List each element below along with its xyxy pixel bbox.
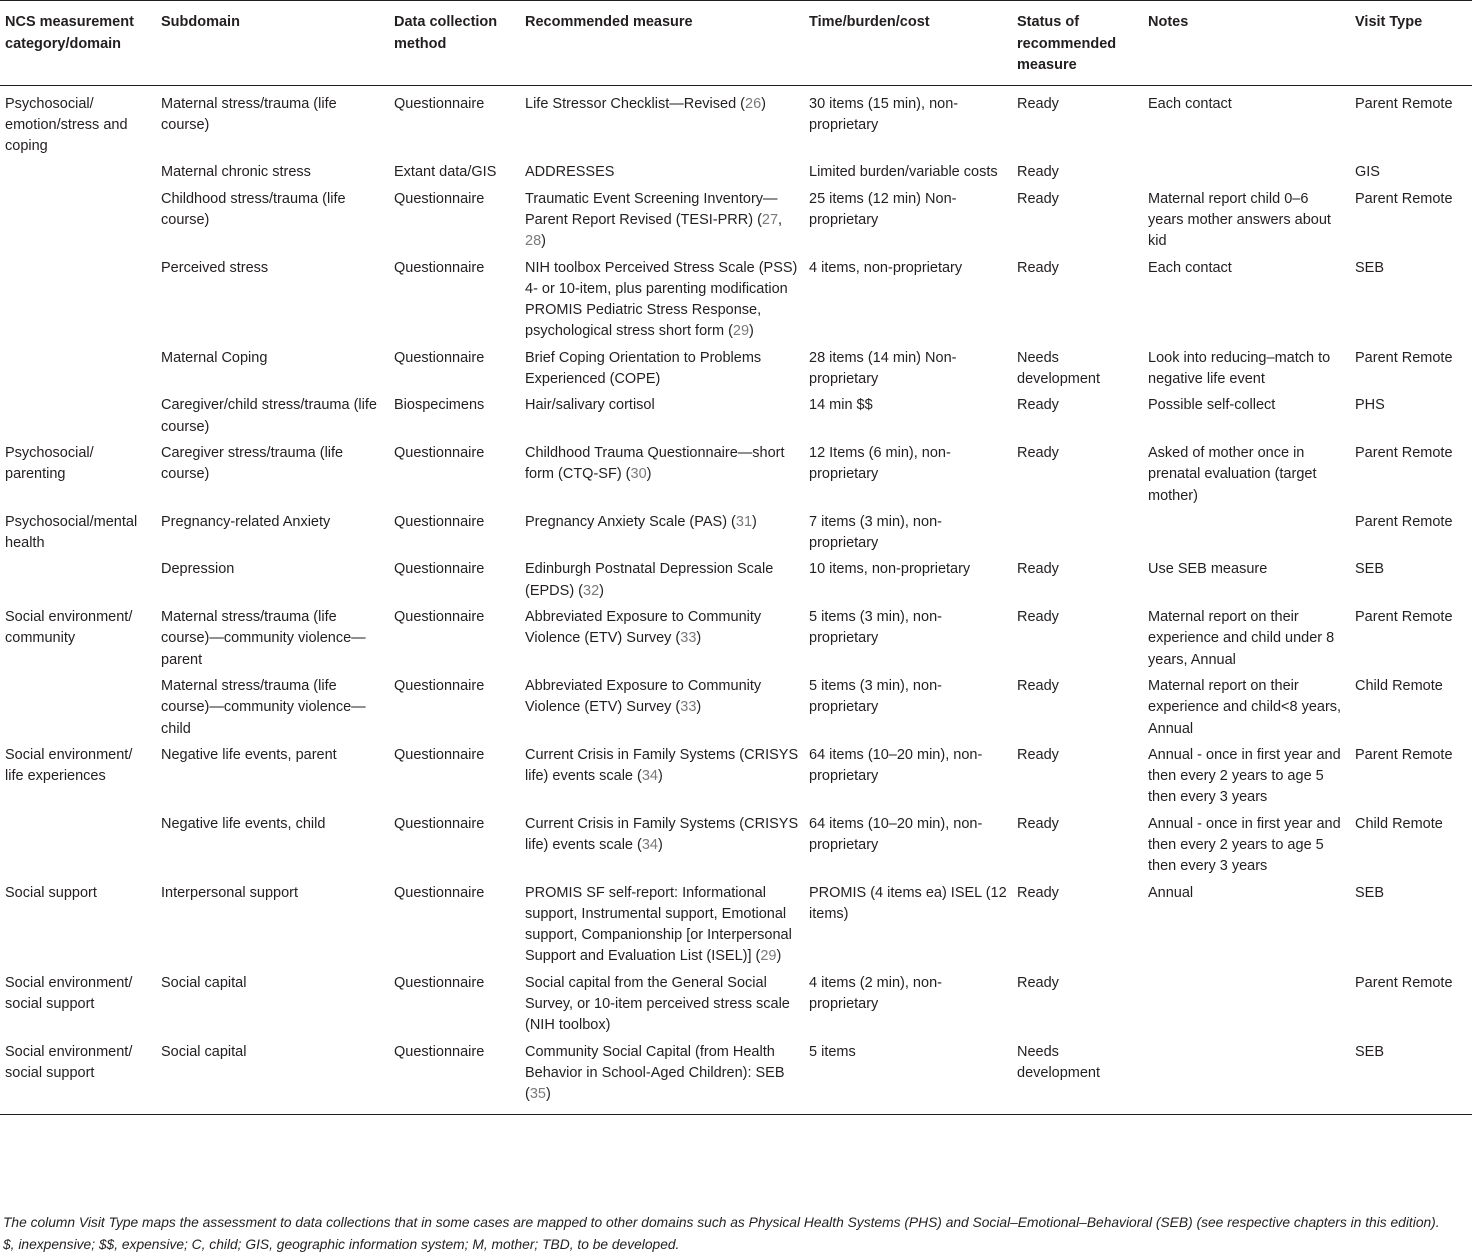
cell-method: Questionnaire: [389, 1039, 520, 1114]
cell-visit-type: Parent Remote: [1355, 609, 1453, 626]
cell-status: Ready: [1017, 746, 1059, 763]
cell-visit-type: Child Remote: [1355, 677, 1443, 694]
table-row: [0, 673, 1472, 742]
cell-measure: [520, 392, 804, 440]
reference-number: 33: [680, 630, 697, 647]
cell-time: 4 items, non-proprietary: [809, 259, 963, 276]
cell-measure: [520, 811, 804, 880]
cell-time: PROMIS (4 items ea) ISEL (12 items): [809, 884, 1007, 922]
table-row: [0, 1039, 1472, 1114]
cell-notes: [1143, 159, 1350, 185]
cell-status: Ready: [1017, 190, 1059, 207]
cell-subdomain: Social capital: [161, 974, 247, 991]
header-notes: Notes: [1143, 1, 1350, 86]
reference-number: 34: [641, 837, 658, 853]
cell-time: 14 min $$: [809, 397, 873, 414]
measure-text: Current Crisis in Family Systems (CRISYS life) events scale (: [525, 815, 799, 853]
cell-status: Ready: [1017, 815, 1059, 832]
cell-status: Ready: [1017, 677, 1059, 694]
cell-method: Questionnaire: [394, 259, 485, 276]
cell-method: Biospecimens: [394, 397, 485, 414]
cell-subdomain: Maternal chronic stress: [161, 164, 311, 181]
table-header: [0, 1, 1472, 86]
measure-text: Abbreviated Exposure to Community Violence (ETV) Survey (: [525, 677, 762, 716]
cell-visit-type: Parent Remote: [1355, 190, 1453, 207]
cell-domain: Social environment/ life experiences: [5, 746, 133, 785]
cell-method: Questionnaire: [394, 444, 485, 461]
measure-text: PROMIS SF self-report: Informational support, Instrumental support, Emotional support, Companionship [or Interpersonal Support and Evaluation List (ISEL)] (: [525, 884, 792, 965]
header-visit-type: Visit Type: [1350, 1, 1472, 86]
measure-text: ): [646, 466, 652, 483]
footnote-line-2: $, inexpensive; $$, expensive; C, child; GIS, geographic information system; M, mother; TBD, to be developed.: [3, 1236, 680, 1252]
cell-time: 5 items: [804, 1039, 1012, 1114]
table-row: [0, 811, 1472, 880]
cell-method: Questionnaire: [394, 190, 485, 207]
measure-text: Brief Coping Orientation to Problems Experienced (COPE): [525, 349, 762, 388]
measure-text: Life Stressor Checklist—Revised (: [525, 95, 745, 112]
measure-text: Hair/salivary cortisol: [525, 397, 655, 414]
measure-text: ): [658, 837, 663, 853]
cell-measure: [520, 1039, 804, 1114]
measure-text: Traumatic Event Screening Inventory—Parent Report Revised (TESI-PRR) (: [525, 190, 778, 228]
table-body: [0, 85, 1472, 1114]
cell-notes: Maternal report on their experience and child under 8 years, Annual: [1148, 609, 1335, 668]
cell-subdomain: Social capital: [156, 1039, 389, 1114]
cell-subdomain: Perceived stress: [161, 259, 269, 276]
cell-time: 12 Items (6 min), non-proprietary: [809, 444, 951, 483]
cell-notes: Each contact: [1148, 95, 1232, 112]
cell-method: Questionnaire: [394, 884, 485, 901]
cell-method: Questionnaire: [394, 561, 485, 578]
cell-time: 5 items (3 min), non-proprietary: [809, 677, 942, 716]
measure-text: ): [761, 95, 766, 112]
measure-text: ): [541, 233, 546, 250]
cell-status: Ready: [1017, 164, 1059, 181]
cell-notes: [1143, 1039, 1350, 1114]
cell-subdomain: Interpersonal support: [161, 884, 299, 901]
table-row: [0, 509, 1472, 557]
table-row: [0, 440, 1472, 509]
cell-status: Ready: [1017, 609, 1059, 626]
cell-status: Ready: [1017, 561, 1059, 578]
cell-visit-type: SEB: [1350, 1039, 1472, 1114]
cell-status: Needs development: [1012, 1039, 1143, 1114]
cell-notes: Annual - once in first year and then every 2 years to age 5 then every 3 years: [1148, 746, 1341, 806]
reference-number: 26: [745, 95, 762, 112]
cell-subdomain: Caregiver stress/trauma (life course): [161, 444, 344, 483]
cell-method: Questionnaire: [394, 609, 485, 626]
cell-domain: [0, 673, 156, 742]
measure-text: ADDRESSES: [525, 164, 615, 181]
table-row: [0, 742, 1472, 811]
reference-number: 35: [529, 1086, 546, 1103]
reference-number: 33: [680, 699, 697, 716]
cell-time: 7 items (3 min), non-proprietary: [809, 513, 942, 552]
cell-visit-type: PHS: [1355, 397, 1385, 414]
cell-status: Ready: [1017, 884, 1059, 901]
table-row: [0, 970, 1472, 1039]
cell-visit-type: SEB: [1355, 561, 1385, 578]
measure-text: Pregnancy Anxiety Scale (PAS) (: [525, 513, 736, 530]
cell-visit-type: SEB: [1355, 259, 1385, 276]
cell-notes: Use SEB measure: [1148, 561, 1268, 578]
reference-number: 27: [761, 211, 779, 228]
header-method: Data collection method: [389, 1, 520, 86]
cell-visit-type: GIS: [1355, 164, 1380, 181]
cell-time: 5 items (3 min), non-proprietary: [809, 609, 942, 647]
cell-time: 28 items (14 min) Non-proprietary: [809, 349, 957, 388]
cell-time: 10 items, non-proprietary: [809, 561, 971, 578]
cell-domain: [0, 159, 156, 185]
table-row: [0, 186, 1472, 255]
measure-text: Current Crisis in Family Systems (CRISYS life) events scale (: [525, 746, 799, 785]
cell-subdomain: Pregnancy-related Anxiety: [161, 513, 331, 530]
cell-status: Ready: [1017, 95, 1059, 112]
header-time: Time/burden/cost: [804, 1, 1012, 86]
cell-visit-type: Parent Remote: [1355, 513, 1453, 530]
cell-notes: Look into reducing–match to negative life event: [1148, 349, 1331, 388]
reference-number: 31: [735, 513, 753, 530]
cell-measure: [520, 85, 804, 159]
cell-domain: Social environment/ social support: [5, 974, 133, 1013]
cell-time: 25 items (12 min) Non-proprietary: [809, 190, 957, 228]
cell-domain: [0, 186, 156, 255]
cell-status: [1012, 509, 1143, 557]
cell-domain: [0, 392, 156, 440]
measure-text: ): [696, 630, 702, 647]
measure-text: Childhood Trauma Questionnaire—short form (CTQ-SF) (: [525, 444, 785, 483]
header-status: Status of recommended measure: [1012, 1, 1143, 86]
cell-status: Ready: [1017, 397, 1059, 414]
measure-line: 4- or 10-item, plus parenting modification: [525, 280, 788, 297]
table-row: [0, 880, 1472, 970]
cell-measure: [520, 880, 804, 970]
cell-domain: Psychosocial/ parenting: [5, 444, 94, 483]
measure-text: ): [752, 513, 757, 530]
measure-text: ): [749, 323, 754, 340]
cell-domain: Psychosocial/ emotion/stress and coping: [5, 95, 128, 155]
measure-text: ,: [778, 211, 783, 228]
cell-subdomain: Negative life events, child: [161, 815, 326, 832]
header-subdomain: Subdomain: [156, 1, 389, 86]
cell-measure: [520, 255, 804, 345]
measure-text: Abbreviated Exposure to Community Violence (ETV) Survey (: [525, 609, 762, 647]
measure-text: Edinburgh Postnatal Depression Scale (EPDS) (: [525, 561, 774, 599]
measure-text: Community Social Capital (from Health Behavior in School-Aged Children): SEB (: [525, 1043, 785, 1103]
cell-measure: [520, 970, 804, 1039]
cell-measure: [520, 604, 804, 673]
cell-method: Questionnaire: [394, 746, 485, 763]
measure-text: ): [658, 768, 663, 785]
table-row: [0, 255, 1472, 345]
cell-measure: [520, 159, 804, 185]
table-row: [0, 85, 1472, 159]
measure-text: ): [599, 582, 604, 599]
cell-visit-type: Parent Remote: [1355, 95, 1453, 112]
cell-domain: Psychosocial/mental health: [5, 513, 138, 552]
cell-domain: Social environment/ social support: [0, 1039, 156, 1114]
reference-number: 32: [583, 582, 600, 599]
cell-notes: Each contact: [1148, 259, 1232, 276]
table-row: [0, 392, 1472, 440]
cell-domain: Social support: [5, 884, 97, 901]
header-domain: NCS measurement category/domain: [0, 1, 156, 86]
cell-subdomain: Negative life events, parent: [161, 746, 337, 763]
cell-time: 64 items (10–20 min), non-proprietary: [809, 815, 983, 853]
measure-text: ): [696, 699, 702, 716]
reference-number: 34: [641, 768, 658, 785]
table-row: [0, 345, 1472, 393]
header-measure: Recommended measure: [520, 1, 804, 86]
header-row: [0, 1, 1472, 86]
measure-text: Social capital from the General Social Survey, or 10-item perceived stress scale (NIH toolbox): [525, 974, 790, 1034]
cell-visit-type: Child Remote: [1355, 815, 1443, 832]
cell-status: Ready: [1017, 444, 1059, 461]
cell-domain: [0, 811, 156, 880]
table-row: [0, 556, 1472, 604]
cell-method: Questionnaire: [394, 95, 485, 112]
cell-method: Questionnaire: [394, 513, 485, 530]
cell-measure: [520, 440, 804, 509]
cell-measure: [520, 673, 804, 742]
cell-time: 4 items (2 min), non-proprietary: [809, 974, 942, 1013]
cell-notes: Annual - once in first year and then every 2 years to age 5 then every 3 years: [1148, 815, 1341, 875]
cell-measure: [520, 509, 804, 557]
cell-measure: [520, 186, 804, 255]
cell-domain: Social environment/ community: [5, 609, 133, 647]
table-footnote: [0, 1212, 1472, 1255]
cell-time: 64 items (10–20 min), non-proprietary: [809, 746, 983, 785]
cell-subdomain: Maternal stress/trauma (life course): [161, 95, 337, 133]
cell-notes: Maternal report on their experience and child<8 years, Annual: [1148, 677, 1342, 737]
cell-subdomain: Maternal stress/trauma (life course)—community violence—child: [161, 677, 366, 737]
cell-notes: [1143, 509, 1350, 557]
cell-time: Limited burden/variable costs: [809, 164, 998, 181]
measure-text: ): [545, 1086, 551, 1103]
reference-number: 29: [732, 323, 750, 340]
cell-method: Questionnaire: [394, 815, 485, 832]
cell-visit-type: Parent Remote: [1355, 974, 1453, 991]
cell-notes: Annual: [1148, 884, 1194, 901]
cell-visit-type: Parent Remote: [1355, 444, 1453, 461]
cell-subdomain: Caregiver/child stress/trauma (life course): [161, 397, 377, 435]
footnote-line-1: The column Visit Type maps the assessment to data collections that in some cases are mapped to other domains such as Physical Health Systems (PHS) and Social–Emotional–Behavioral (SEB) (see respective chapters in this edition).: [3, 1215, 1440, 1230]
reference-number: 30: [630, 466, 647, 483]
cell-method: Questionnaire: [394, 349, 485, 366]
cell-subdomain: Depression: [161, 561, 235, 578]
cell-measure: [520, 556, 804, 604]
measure-line: NIH toolbox Perceived Stress Scale (PSS): [525, 259, 798, 276]
cell-status: Needs development: [1017, 349, 1101, 388]
table-row: [0, 159, 1472, 185]
cell-domain: [0, 345, 156, 393]
cell-subdomain: Childhood stress/trauma (life course): [161, 190, 346, 228]
cell-visit-type: Parent Remote: [1355, 746, 1453, 763]
cell-notes: Possible self-collect: [1148, 397, 1276, 414]
cell-subdomain: Maternal Coping: [161, 349, 268, 366]
cell-measure: [520, 742, 804, 811]
cell-domain: [0, 255, 156, 345]
cell-status: Ready: [1017, 974, 1059, 991]
reference-number: 29: [760, 948, 777, 965]
table-row: [0, 604, 1472, 673]
cell-measure: [520, 345, 804, 393]
cell-visit-type: SEB: [1355, 884, 1385, 901]
cell-status: Ready: [1017, 259, 1059, 276]
cell-method: Extant data/GIS: [394, 164, 497, 181]
measure-text: PROMIS Pediatric Stress Response, psychological stress short form (: [525, 302, 762, 340]
cell-notes: Asked of mother once in prenatal evaluation (target mother): [1148, 444, 1317, 504]
cell-method: Questionnaire: [394, 677, 485, 694]
cell-notes: [1143, 970, 1350, 1039]
cell-domain: [0, 556, 156, 604]
measure-text: ): [776, 948, 782, 965]
cell-time: 30 items (15 min), non-proprietary: [809, 95, 959, 133]
cell-method: Questionnaire: [394, 974, 485, 991]
cell-subdomain: Maternal stress/trauma (life course)—community violence—parent: [161, 609, 366, 668]
reference-number: 28: [525, 233, 542, 250]
cell-visit-type: Parent Remote: [1355, 349, 1453, 366]
cell-notes: Maternal report child 0–6 years mother answers about kid: [1148, 190, 1331, 250]
